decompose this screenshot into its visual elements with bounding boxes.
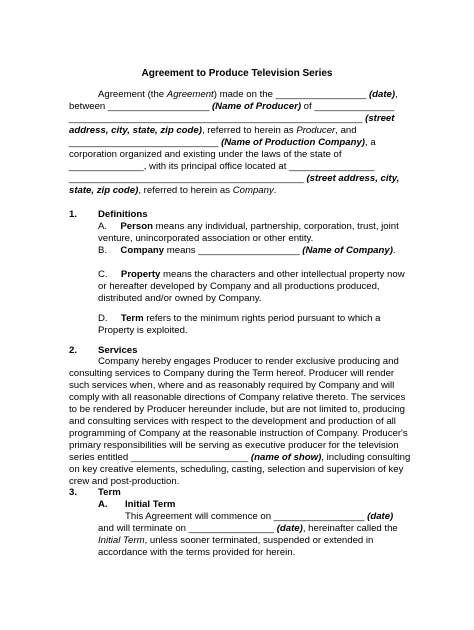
section-1d-line-1 xyxy=(98,313,380,325)
term-company: Company xyxy=(120,245,165,256)
term-text: , hereinafter called the xyxy=(302,523,398,534)
section-1c-line-1 xyxy=(98,269,405,281)
preamble-italic: Agreement xyxy=(166,89,214,100)
preamble-field-date: (date) xyxy=(368,89,396,100)
section-1-number: 1. xyxy=(69,209,78,220)
preamble-field-address: address, city, state, zip code) xyxy=(69,125,202,136)
preamble-text: _______________________________________________________ xyxy=(69,113,366,124)
section-3-number: 3. xyxy=(69,487,78,498)
term-line-1 xyxy=(125,511,393,523)
term-text: and will terminate on ________________ xyxy=(98,523,277,534)
section-1a-line-2: venture, unincorporated association or other entity. xyxy=(98,233,314,244)
document-title: Agreement to Produce Television Series xyxy=(141,68,333,79)
preamble-line-8 xyxy=(69,173,399,185)
section-1-heading: Definitions xyxy=(98,209,148,220)
services-line-10: on key creative elements, scheduling, casting, selection and supervision of key xyxy=(69,464,404,475)
term-line-3 xyxy=(98,535,373,547)
services-line-11: crew and post-production. xyxy=(69,476,180,487)
preamble-text: . xyxy=(273,185,277,196)
preamble-text: Agreement (the xyxy=(98,89,167,100)
term-text: , unless sooner terminated, suspended or extended in xyxy=(144,535,374,546)
preamble-text: , a xyxy=(364,137,376,148)
term-line-4: accordance with the terms provided for herein. xyxy=(98,547,296,558)
item-letter: C. xyxy=(98,269,121,280)
item-text: refers to the minimum rights period pursuant to which a xyxy=(143,313,381,324)
item-text: means ___________________ xyxy=(164,245,303,256)
section-2-number: 2. xyxy=(69,345,78,356)
preamble-line-7 xyxy=(69,161,374,173)
preamble-field-state: state, zip code) xyxy=(69,185,139,196)
services-text: series entitled ______________________ xyxy=(69,452,251,463)
term-text: This Agreement will commence on _________________ xyxy=(125,511,368,522)
preamble-italic: Company xyxy=(232,185,274,196)
preamble-line-5 xyxy=(69,137,376,149)
preamble-italic: Producer xyxy=(296,125,336,136)
subsection-a-letter: A. xyxy=(98,499,108,510)
preamble-field-street-2: (street address, city, xyxy=(306,173,400,184)
preamble-text: ____________________________ xyxy=(69,137,222,148)
section-3-heading: Term xyxy=(98,487,121,498)
preamble-text: , referred to herein as xyxy=(138,185,233,196)
preamble-text: ______________, with its principal office located at ________________ xyxy=(69,161,375,172)
services-line-6: and consulting services with respect to the development and production of all xyxy=(69,416,396,427)
field-name-of-show: (name of show) xyxy=(250,452,322,463)
subsection-a-heading: Initial Term xyxy=(125,499,176,510)
preamble-line-4 xyxy=(69,125,357,137)
preamble-text: of _______________ xyxy=(301,101,395,112)
section-1c-line-3: distributed and/or owned by Company. xyxy=(98,293,262,304)
services-line-8: primary responsibilities will be serving as executive producer for the television xyxy=(69,440,399,451)
preamble-field-producer: (Name of Producer) xyxy=(211,101,302,112)
preamble-line-3 xyxy=(69,113,394,125)
services-text: , including consulting xyxy=(321,452,411,463)
services-line-2: consulting services to Company during the Term hereof. Producer will render xyxy=(69,368,395,379)
services-line-4: comply with all reasonable directions of Company relative thereto. The services xyxy=(69,392,406,403)
section-1b-line-1 xyxy=(98,245,396,257)
preamble-line-6 xyxy=(69,149,342,161)
field-company-name: (Name of Company) xyxy=(302,245,393,256)
preamble-line-2 xyxy=(69,101,394,113)
preamble-text: , and xyxy=(335,125,357,136)
term-term: Term xyxy=(120,313,144,324)
services-line-7: programming of Company at the reasonable instruction of Company. Producer's xyxy=(69,428,408,439)
field-end-date: (date) xyxy=(276,523,303,534)
preamble-text: corporation organized and existing under the laws of the state of xyxy=(69,149,342,160)
preamble-text: ____________________________________________ xyxy=(69,173,307,184)
preamble-field-street: (street xyxy=(365,113,395,124)
term-italic: Initial Term xyxy=(98,535,145,546)
preamble-text: ) made on the _________________ xyxy=(213,89,369,100)
section-1a-line-1 xyxy=(98,221,399,233)
preamble-line-9 xyxy=(69,185,276,197)
term-property: Property xyxy=(120,269,161,280)
item-letter: A. xyxy=(98,221,121,232)
item-letter: D. xyxy=(98,313,121,324)
term-person: Person xyxy=(120,221,153,232)
preamble-field-company: (Name of Production Company) xyxy=(221,137,365,148)
preamble-text: , xyxy=(395,89,398,100)
item-text: means any individual, partnership, corporation, trust, joint xyxy=(152,221,399,232)
item-letter: B. xyxy=(98,245,121,256)
section-1c-line-2: or hereafter developed by Company and all productions produced, xyxy=(98,281,380,292)
services-line-9 xyxy=(69,452,410,464)
preamble-text: , referred to herein as xyxy=(201,125,297,136)
services-line-1: Company hereby engages Producer to render exclusive producing and xyxy=(98,356,399,367)
preamble-line-1 xyxy=(98,89,398,101)
term-line-2 xyxy=(98,523,398,535)
item-text: . xyxy=(392,245,396,256)
field-start-date: (date) xyxy=(367,511,394,522)
section-1d-line-2: Property is exploited. xyxy=(98,325,188,336)
services-line-5: to be rendered by Producer hereunder include, but are not limited to, producing xyxy=(69,404,405,415)
section-2-heading: Services xyxy=(98,345,138,356)
item-text: means the characters and other intellectual property now xyxy=(160,269,405,280)
services-line-3: such services when, where and as reasonably required by Company and will xyxy=(69,380,395,391)
preamble-text: between ___________________ xyxy=(69,101,212,112)
